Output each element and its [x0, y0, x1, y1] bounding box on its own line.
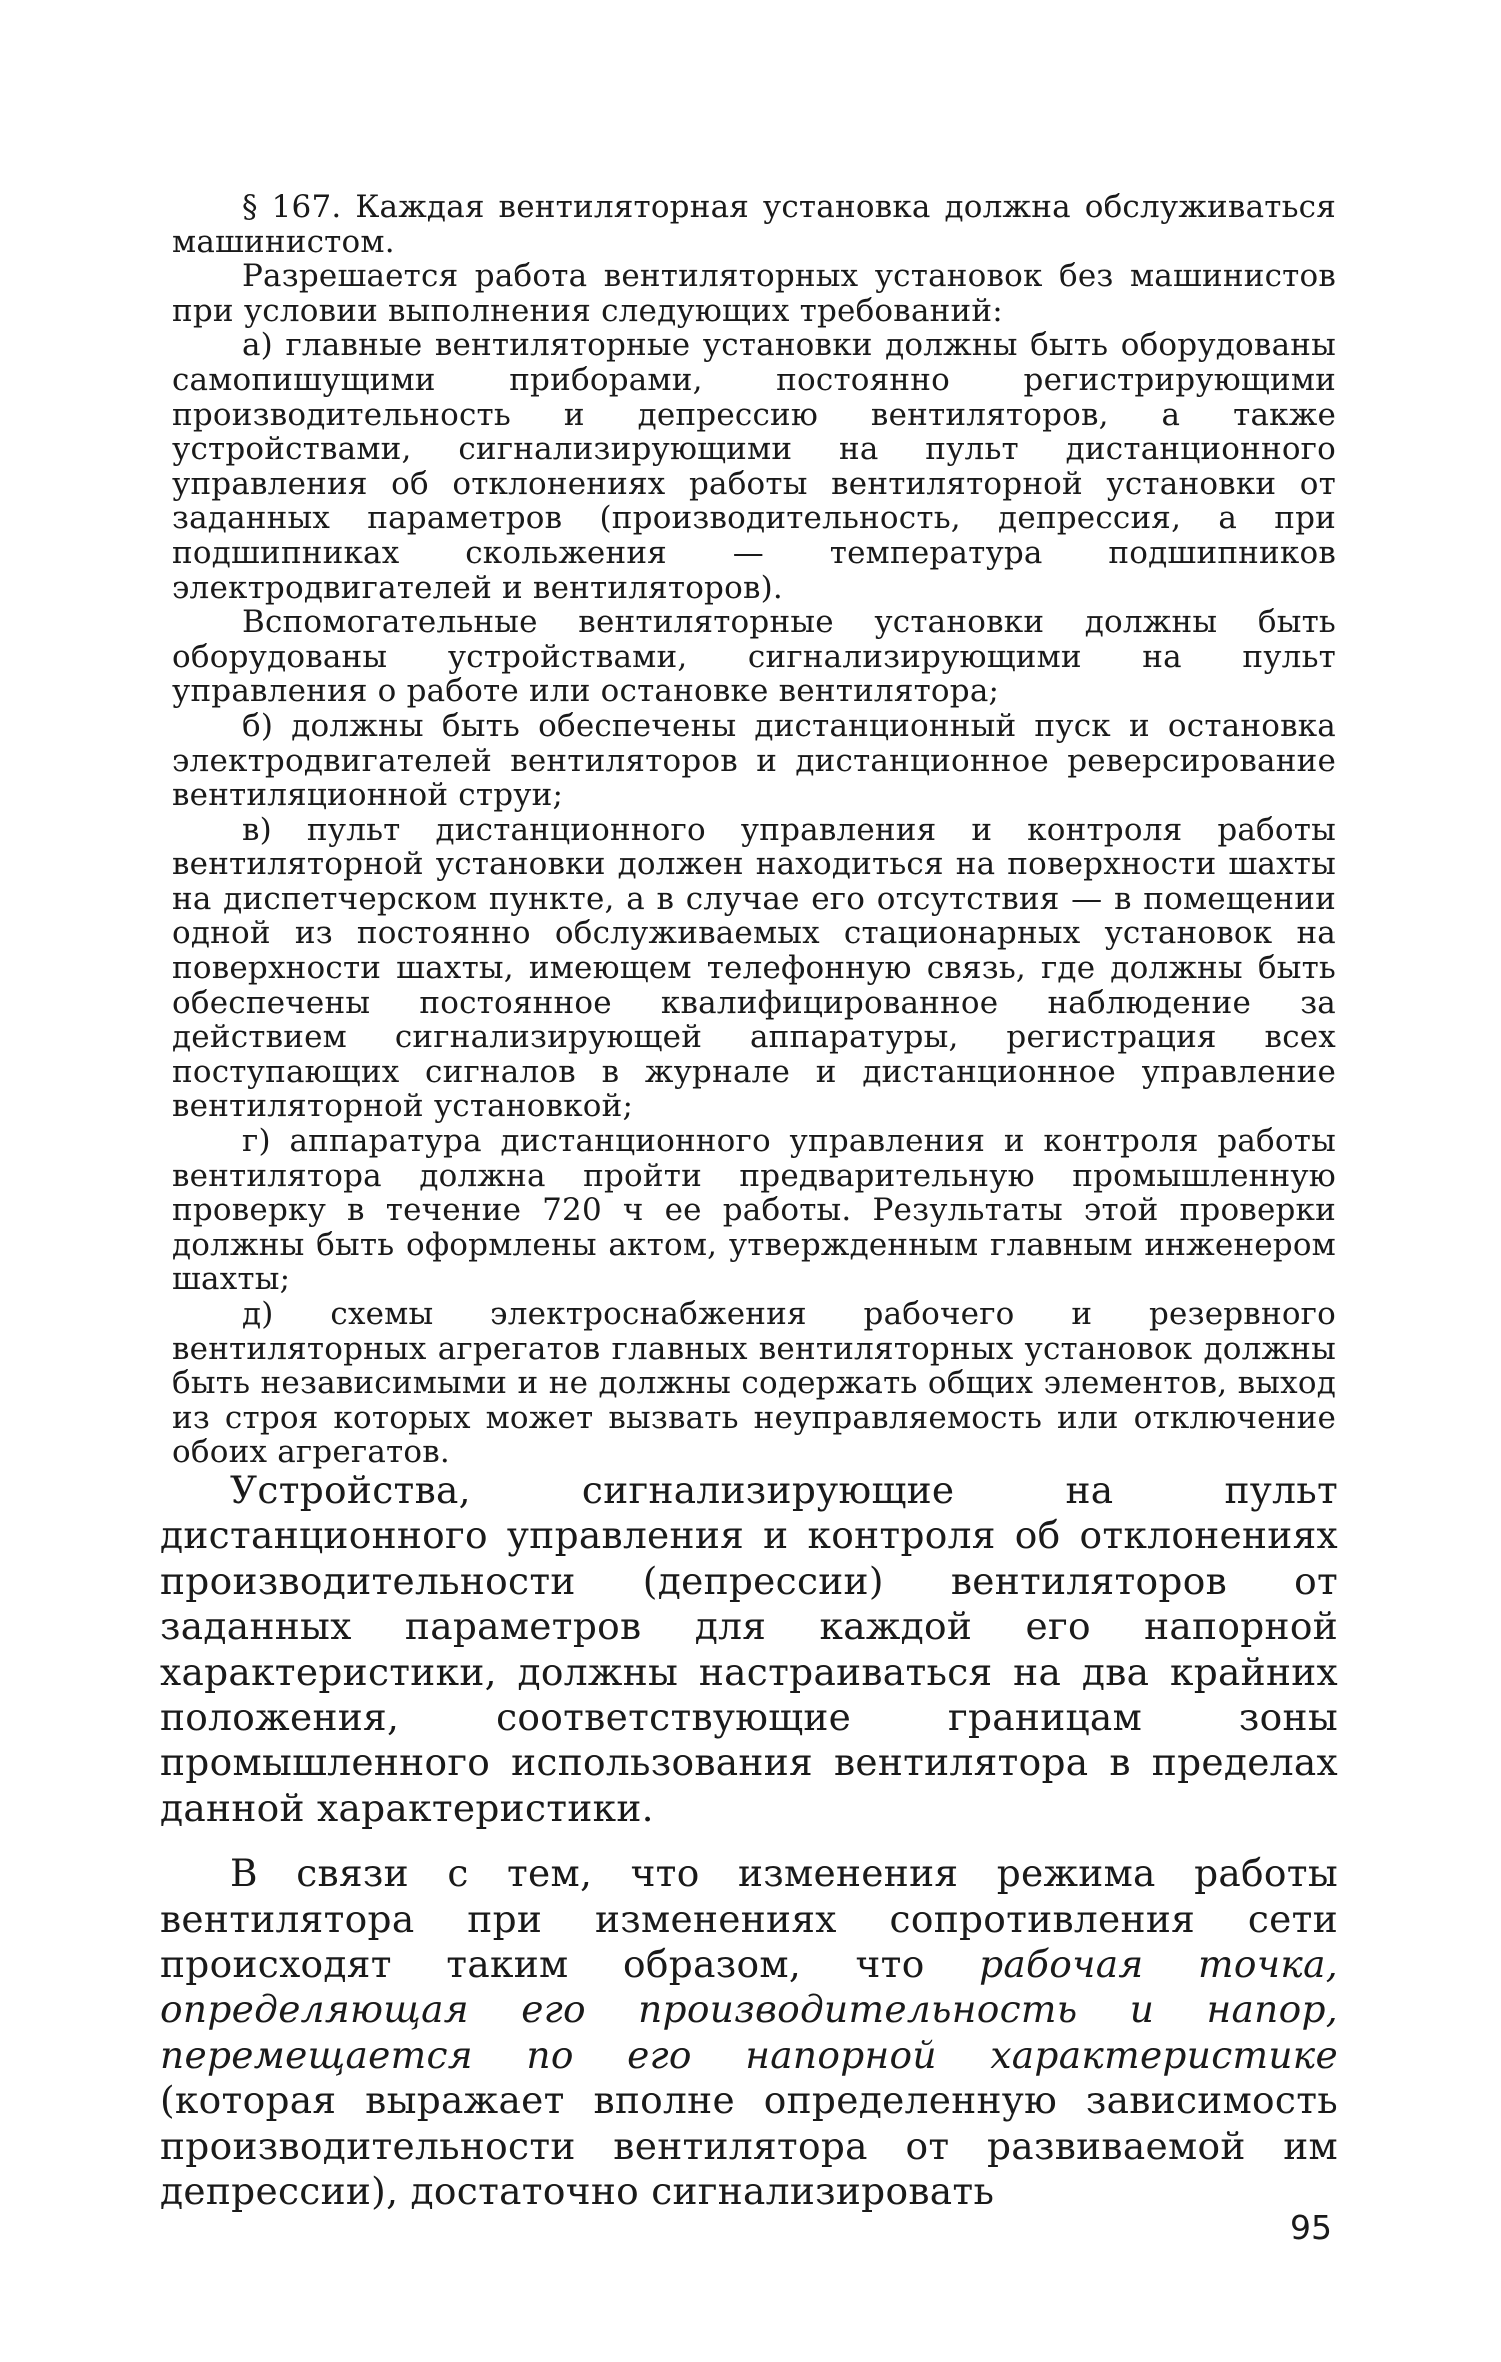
rule-paragraph-conditions: Разрешается работа вентиляторных установок без машинистов при условии выполнения следующих требований: — [172, 258, 1336, 329]
page-number: 95 — [1290, 2208, 1332, 2247]
rule-item-g: г) аппаратура дистанционного управления и контроля работы вентилятора должна пройти предварительную промышленную проверку в течение 720 ч ее работы. Результаты этой проверки должны быть оформлены актом, утвержденным главным инженером шахты; — [172, 1123, 1336, 1298]
rule-item-b: б) должны быть обеспечены дистанционный пуск и остановка электродвигателей вентиляторов и дистанционное реверсирование вентиляционной струи; — [172, 707, 1336, 814]
commentary-emphasis: рабочая точка, определяющая его производительность и напор, перемещается по его напорной характеристике — [160, 1942, 1338, 2077]
commentary-paragraph-2 — [160, 1851, 1338, 2214]
rule-item-a: а) главные вентиляторные установки должны быть оборудованы самопишущими приборами, постоянно регистрирующими производительность и депрессию вентиляторов, а также устройствами, сигнализирующими на пульт дистанционного управления об отклонениях работы вентиляторной установки от заданных параметров (производительность, депрессия, а при подшипниках скольжения — температура подшипников электродвигателей и вентиляторов). — [172, 327, 1336, 606]
commentary-text: В связи с тем, что изменения режима работы вентилятора при изменениях сопротивления сети происходят таким образом, что — [160, 1851, 1338, 1987]
rule-paragraph-167: § 167. Каждая вентиляторная установка должна обслуживаться машинистом. — [172, 189, 1336, 260]
rules-section — [172, 190, 1336, 1470]
rule-item-d: д) схемы электроснабжения рабочего и резервного вентиляторных агрегатов главных вентиляторных установок должны быть независимыми и не должны содержать общих элементов, выход из строя которых может вызвать неуправляемость или отключение обоих агрегатов. — [172, 1296, 1336, 1471]
rule-auxiliary: Вспомогательные вентиляторные установки должны быть оборудованы устройствами, сигнализирующими на пульт управления о работе или остановке вентилятора; — [172, 604, 1336, 710]
commentary-paragraph-1: Устройства, сигнализирующие на пульт дистанционного управления и контроля об отклонениях производительности (депрессии) вентиляторов от заданных параметров для каждой его напорной характеристики, должны настраиваться на два крайних положения, соответствующие границам зоны промышленного использования вентилятора в пределах данной характеристики. — [160, 1468, 1338, 1830]
commentary-text: (которая выражает вполне определенную зависимость производительности вентилятора от развиваемой им депрессии), достаточно сигнализировать — [160, 2078, 1338, 2214]
commentary-section — [160, 1468, 1338, 2235]
rule-item-v: в) пульт дистанционного управления и контроля работы вентиляторной установки должен находиться на поверхности шахты на диспетчерском пункте, а в случае его отсутствия — в помещении одной из постоянно обслуживаемых стационарных установок на поверхности шахты, имеющем телефонную связь, где должны быть обеспечены постоянное квалифицированное наблюдение за действием сигнализирующей аппаратуры, регистрация всех поступающих сигналов в журнале и дистанционное управление вентиляторной установкой; — [172, 811, 1336, 1125]
